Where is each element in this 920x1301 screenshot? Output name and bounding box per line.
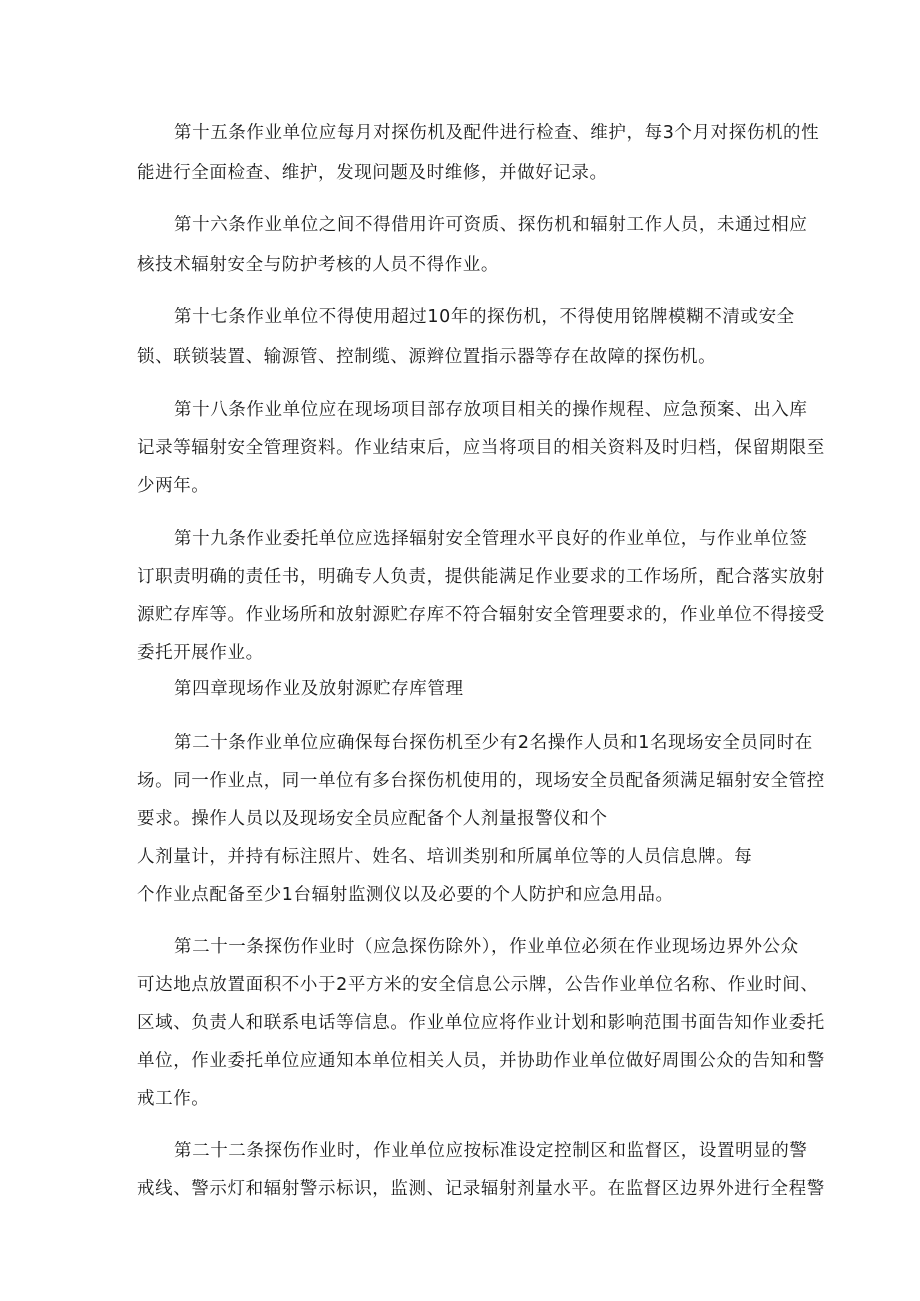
article-17-line-1: 第十七条作业单位不得使用超过10年的探伤机，不得使用铭牌模糊不清或安全 — [174, 307, 795, 327]
article-15-line-1: 第十五条作业单位应每月对探伤机及配件进行检查、维护，每3个月对探伤机的性 — [174, 123, 820, 143]
article-15-line-2: 能进行全面检查、维护，发现问题及时维修，并做好记录。 — [137, 163, 608, 183]
article-19-line-1: 第十九条作业委托单位应选择辐射安全管理水平良好的作业单位，与作业单位签 — [174, 529, 808, 549]
article-22-line-1: 第二十二条探伤作业时，作业单位应按标准设定控制区和监督区，设置明显的警 — [174, 1141, 808, 1161]
article-20-line-3: 要求。操作人员以及现场安全员应配备个人剂量报警仪和个 — [137, 809, 608, 829]
chapter-4-heading: 第四章现场作业及放射源贮存库管理 — [174, 679, 464, 699]
article-22-line-2: 戒线、警示灯和辐射警示标识，监测、记录辐射剂量水平。在监督区边界外进行全程警 — [137, 1179, 825, 1199]
article-20-line-5: 个作业点配备至少1台辐射监测仪以及必要的个人防护和应急用品。 — [137, 885, 674, 905]
article-18-line-1: 第十八条作业单位应在现场项目部存放项目相关的操作规程、应急预案、出入库 — [174, 400, 808, 420]
article-18-line-2: 记录等辐射安全管理资料。作业结束后，应当将项目的相关资料及时归档，保留期限至 — [137, 438, 825, 458]
article-19-line-4: 委托开展作业。 — [137, 643, 264, 663]
article-16-line-1: 第十六条作业单位之间不得借用许可资质、探伤机和辐射工作人员，未通过相应 — [174, 215, 808, 235]
article-20-line-2: 场。同一作业点，同一单位有多台探伤机使用的，现场安全员配备须满足辐射安全管控 — [137, 771, 825, 791]
article-17-line-2: 锁、联锁装置、输源管、控制缆、源辫位置指示器等存在故障的探伤机。 — [137, 347, 717, 367]
article-16-line-2: 核技术辐射安全与防护考核的人员不得作业。 — [137, 255, 499, 275]
article-21-line-5: 戒工作。 — [137, 1089, 210, 1109]
article-20-line-4: 人剂量计，并持有标注照片、姓名、培训类别和所属单位等的人员信息牌。每 — [137, 847, 753, 867]
article-20-line-1: 第二十条作业单位应确保每台探伤机至少有2名操作人员和1名现场安全员同时在 — [174, 733, 813, 753]
article-21-line-2: 可达地点放置面积不小于2平方米的安全信息公示牌，公告作业单位名称、作业时间、 — [137, 975, 819, 995]
article-21-line-3: 区域、负责人和联系电话等信息。作业单位应将作业计划和影响范围书面告知作业委托 — [137, 1013, 825, 1033]
article-21-line-4: 单位，作业委托单位应通知本单位相关人员，并协助作业单位做好周围公众的告知和警 — [137, 1051, 825, 1071]
article-19-line-3: 源贮存库等。作业场所和放射源贮存库不符合辐射安全管理要求的，作业单位不得接受 — [137, 605, 825, 625]
article-19-line-2: 订职责明确的责任书，明确专人负责，提供能满足作业要求的工作场所，配合落实放射 — [137, 567, 825, 587]
article-21-line-1: 第二十一条探伤作业时（应急探伤除外），作业单位必须在作业现场边界外公众 — [174, 937, 799, 957]
article-18-line-3: 少两年。 — [137, 476, 210, 496]
